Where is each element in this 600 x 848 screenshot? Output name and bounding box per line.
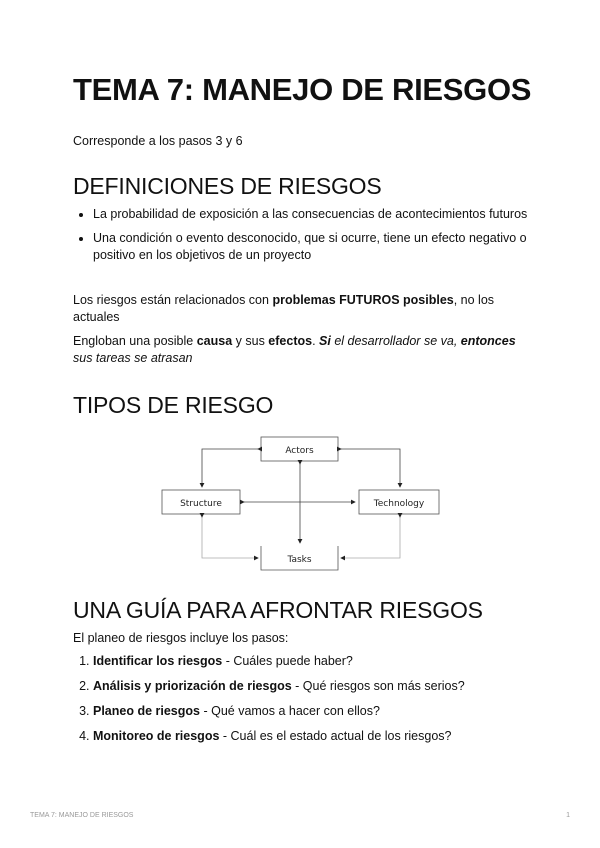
list-item: • La probabilidad de exposición a las consecuencias de acontecimientos futuros bbox=[93, 206, 553, 223]
step-title: Planeo de riesgos bbox=[93, 704, 200, 718]
step-title: Identificar los riesgos bbox=[93, 654, 223, 668]
bold-italic-text: entonces bbox=[460, 334, 516, 348]
footer-title: TEMA 7: MANEJO DE RIESGOS bbox=[30, 812, 134, 819]
step-title: Monitoreo de riesgos bbox=[93, 729, 220, 743]
definitions-list bbox=[73, 206, 553, 271]
step-title: Análisis y priorización de riesgos bbox=[93, 679, 292, 693]
text: Engloban una posible bbox=[73, 334, 197, 348]
arrow-actors-technology bbox=[341, 449, 400, 487]
italic-text: el desarrollador se va, bbox=[330, 334, 461, 348]
heading-definiciones: DEFINICIONES DE RIESGOS bbox=[73, 173, 382, 199]
heading-tipos: TIPOS DE RIESGO bbox=[73, 392, 274, 418]
arrow-technology-tasks bbox=[341, 517, 400, 558]
steps-list bbox=[73, 653, 553, 753]
page-title: TEMA 7: MANEJO DE RIESGOS bbox=[73, 72, 532, 107]
label-actors: Actors bbox=[285, 446, 314, 456]
bold-italic-text: Si bbox=[319, 334, 331, 348]
label-structure: Structure bbox=[180, 499, 222, 509]
arrow-structure-tasks bbox=[202, 517, 258, 558]
bold-text: efectos bbox=[268, 334, 313, 348]
text: , no los actuales bbox=[73, 293, 495, 324]
list-item bbox=[93, 703, 553, 720]
bold-text: causa bbox=[196, 334, 233, 348]
bold-text: problemas FUTUROS posibles bbox=[272, 293, 454, 307]
step-text: - Qué vamos a hacer con ellos? bbox=[199, 704, 380, 718]
label-tasks: Tasks bbox=[287, 555, 312, 565]
page-number: 1 bbox=[566, 812, 570, 819]
text: . bbox=[312, 334, 320, 348]
list-item bbox=[93, 728, 553, 745]
paragraph-causa-efectos bbox=[73, 333, 533, 367]
text: y sus bbox=[232, 334, 269, 348]
italic-text: sus tareas se atrasan bbox=[73, 351, 193, 365]
text: Los riesgos están relacionados con bbox=[73, 293, 273, 307]
arrow-actors-structure bbox=[202, 449, 258, 487]
label-technology: Technology bbox=[373, 499, 425, 509]
subtitle: Corresponde a los pasos 3 y 6 bbox=[73, 134, 243, 148]
list-item: • Una condición o evento desconocido, que si ocurre, tiene un efecto negativo o positivo en los objetivos de un proyecto bbox=[93, 230, 553, 264]
risk-types-diagram bbox=[150, 430, 450, 580]
step-text: - Qué riesgos son más serios? bbox=[291, 679, 465, 693]
list-item bbox=[93, 678, 553, 695]
heading-guia: UNA GUÍA PARA AFRONTAR RIESGOS bbox=[73, 597, 483, 623]
list-item bbox=[93, 653, 553, 670]
guia-intro: El planeo de riesgos incluye los pasos: bbox=[73, 631, 289, 645]
step-text: - Cuáles puede haber? bbox=[222, 654, 353, 668]
step-text: - Cuál es el estado actual de los riesgos? bbox=[219, 729, 452, 743]
paragraph-futuros bbox=[73, 292, 533, 326]
